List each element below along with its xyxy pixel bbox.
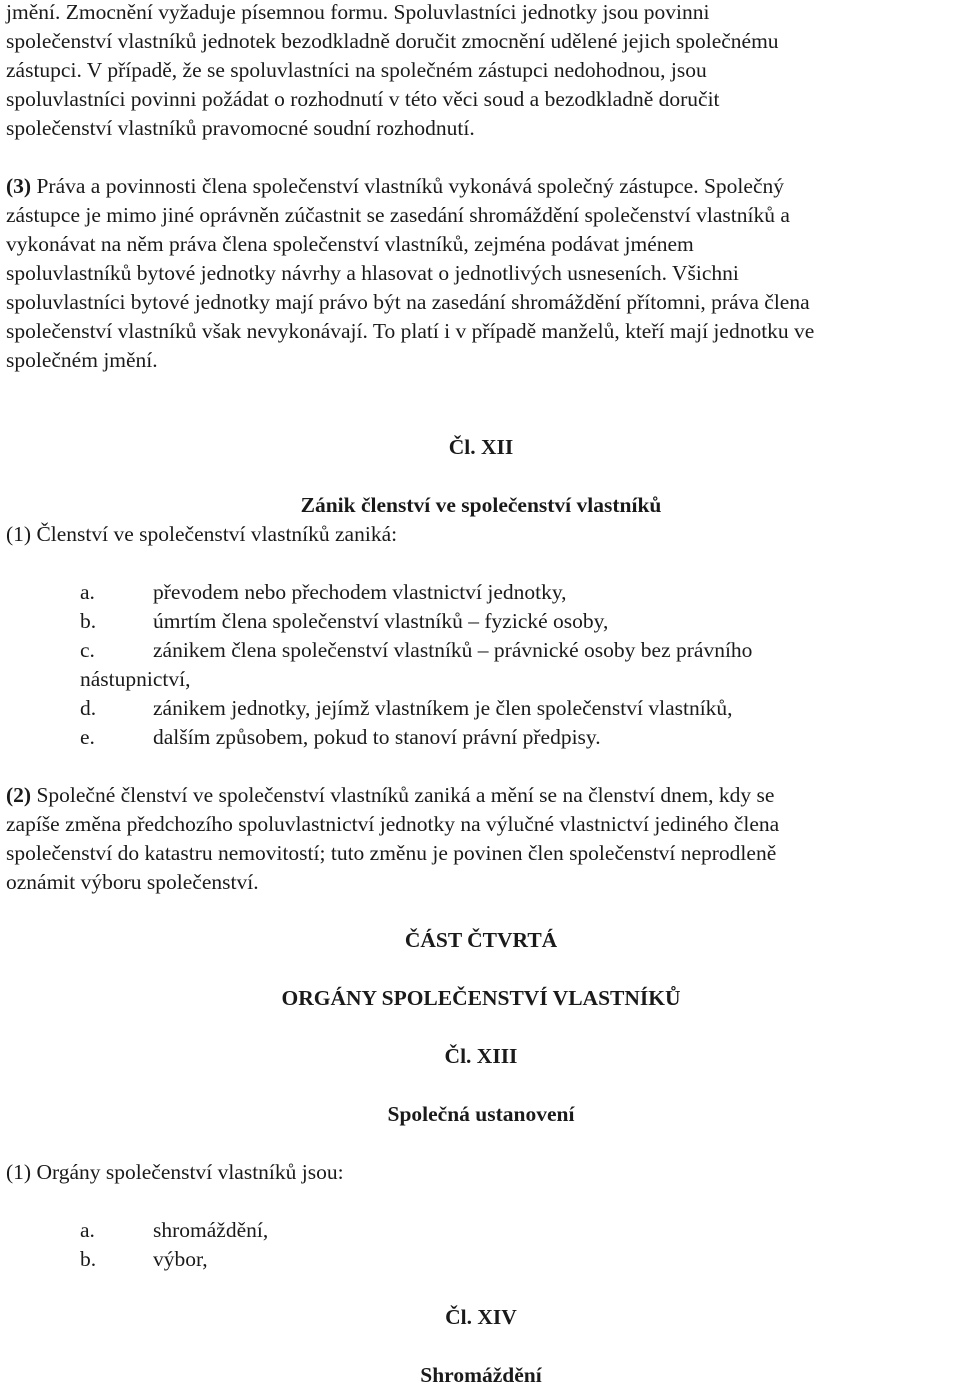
- article-title: Zánik členství ve společenství vlastníků: [300, 493, 662, 517]
- list-item: [6, 578, 956, 607]
- part-title: ČÁST ČTVRTÁ: [404, 928, 558, 952]
- text-span: Práva a povinnosti člena společenství vlastníků vykonává společný zástupce. Společný: [31, 174, 784, 198]
- list-marker: b.: [80, 1247, 97, 1271]
- list-item-text: úmrtím člena společenství vlastníků – fyzické osoby,: [153, 609, 609, 633]
- list-marker: a.: [80, 580, 95, 604]
- article-title: Shromáždění: [420, 1363, 542, 1387]
- text-line: spoluvlastníků bytové jednotky návrhy a hlasovat o jednotlivých usneseních. Všichni: [6, 261, 739, 285]
- text-line: jmění. Zmocnění vyžaduje písemnou formu. Spoluvlastníci jednotky jsou povinni: [6, 0, 710, 24]
- article-number: Čl. XII: [448, 435, 514, 459]
- text-line: zástupci. V případě, že se spoluvlastníci na společném zástupci nedohodnou, jsou: [6, 58, 707, 82]
- text-line: zástupce je mimo jiné oprávněn zúčastnit se zasedání shromáždění společenství vlastníků a: [6, 203, 790, 227]
- text-line: společném jmění.: [6, 348, 158, 372]
- list-item-text: zánikem člena společenství vlastníků – právnické osoby bez právního: [153, 638, 753, 662]
- part-subtitle: ORGÁNY SPOLEČENSTVÍ VLASTNÍKŮ: [281, 986, 681, 1010]
- text-line: společenství vlastníků pravomocné soudní rozhodnutí.: [6, 116, 475, 140]
- termination-list: [6, 578, 956, 752]
- text-span: Společné členství ve společenství vlastníků zaniká a mění se na členství dnem, kdy se: [31, 783, 775, 807]
- text-line: [6, 781, 956, 810]
- paragraph-2: [6, 781, 956, 897]
- intro-paragraph: [6, 0, 956, 143]
- list-item-continuation: nástupnictví,: [80, 667, 191, 691]
- list-marker: b.: [80, 609, 97, 633]
- text-line: [6, 172, 956, 201]
- list-item: [6, 636, 956, 694]
- article-number: Čl. XIV: [445, 1305, 517, 1329]
- list-marker: e.: [80, 725, 95, 749]
- text-line: společenství do katastru nemovitostí; tuto změnu je povinen člen společenství neprodleně: [6, 841, 777, 865]
- list-item: [6, 723, 956, 752]
- list-marker: a.: [80, 1218, 95, 1242]
- paragraph-number: (2): [6, 783, 32, 807]
- list-marker: c.: [80, 638, 95, 662]
- paragraph-number: (3): [6, 174, 32, 198]
- list-item: [6, 1245, 956, 1274]
- text-line: společenství vlastníků jednotek bezodkladně doručit zmocnění udělené jejich společnému: [6, 29, 779, 53]
- paragraph-1: (1) Orgány společenství vlastníků jsou:: [6, 1160, 344, 1184]
- text-line: oznámit výboru společenství.: [6, 870, 259, 894]
- text-line: společenství vlastníků však nevykonávají. To platí i v případě manželů, kteří mají jednotku ve: [6, 319, 815, 343]
- list-item: [6, 607, 956, 636]
- list-item-text: výbor,: [153, 1247, 208, 1271]
- list-item-text: zánikem jednotky, jejímž vlastníkem je člen společenství vlastníků,: [153, 696, 733, 720]
- text-line: vykonávat na něm práva člena společenství vlastníků, zejména podávat jménem: [6, 232, 694, 256]
- paragraph-1: (1) Členství ve společenství vlastníků zaniká:: [6, 522, 398, 546]
- list-item-text: převodem nebo přechodem vlastnictví jednotky,: [153, 580, 567, 604]
- list-marker: d.: [80, 696, 97, 720]
- list-item-text: dalším způsobem, pokud to stanoví právní předpisy.: [153, 725, 601, 749]
- list-item-text: shromáždění,: [153, 1218, 269, 1242]
- text-line: zapíše změna předchozího spoluvlastnictví jednotky na výlučné vlastnictví jediného člena: [6, 812, 780, 836]
- document-page: [6, 0, 956, 1390]
- list-item: [6, 1216, 956, 1245]
- text-line: spoluvlastníci bytové jednotky mají právo být na zasedání shromáždění přítomni, práva člena: [6, 290, 810, 314]
- paragraph-3: [6, 172, 956, 375]
- list-item: [6, 694, 956, 723]
- organs-list: [6, 1216, 956, 1274]
- article-number: Čl. XIII: [444, 1044, 518, 1068]
- text-line: spoluvlastníci povinni požádat o rozhodnutí v této věci soud a bezodkladně doručit: [6, 87, 720, 111]
- article-title: Společná ustanovení: [387, 1102, 575, 1126]
